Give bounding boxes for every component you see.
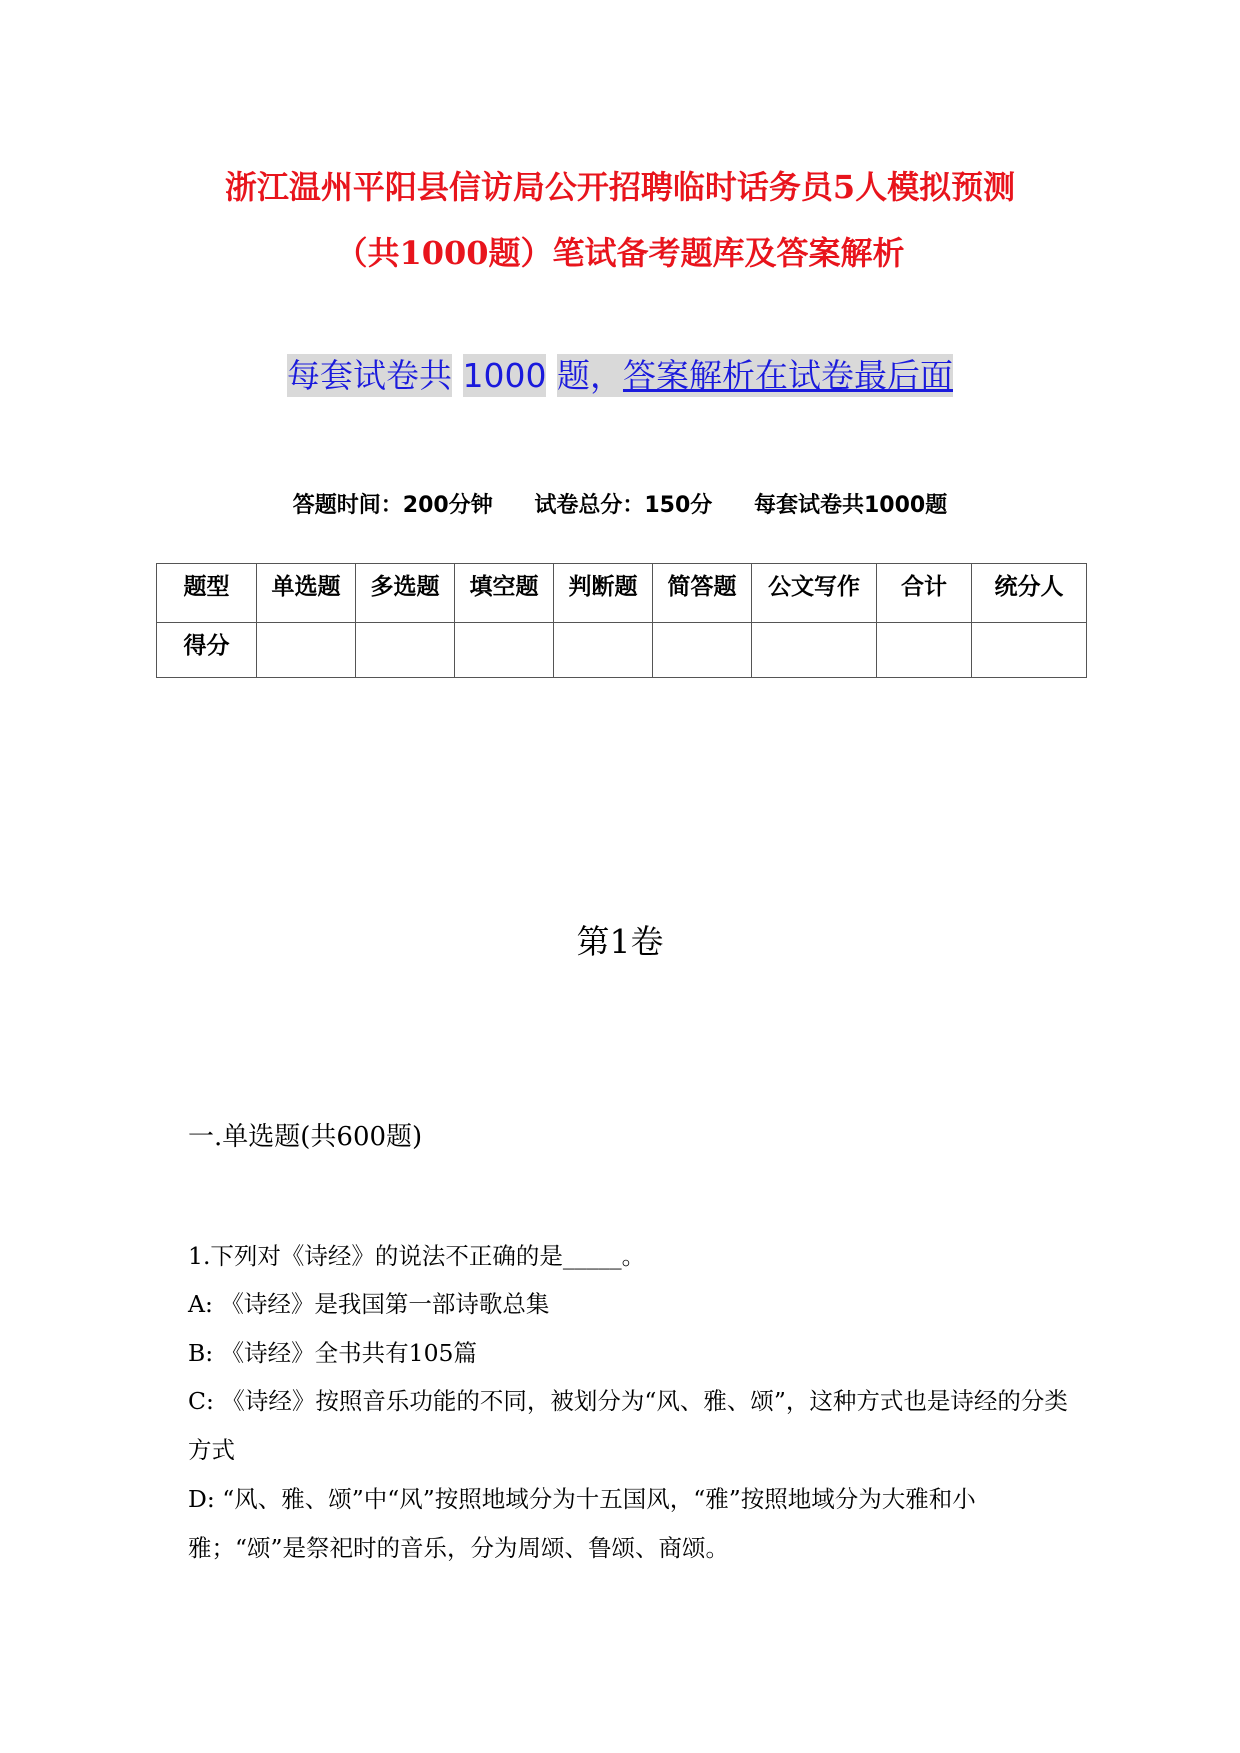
score-cell[interactable]	[356, 623, 455, 678]
table-header-cell: 合计	[877, 564, 972, 623]
score-cell[interactable]	[752, 623, 877, 678]
option-b: B: 《诗经》全书共有105篇	[188, 1339, 478, 1367]
section-heading: 一.单选题(共600题)	[188, 1122, 423, 1152]
table-header-cell: 填空题	[455, 564, 554, 623]
table-header-cell: 统分人	[972, 564, 1087, 623]
document-title-line1: 浙江温州平阳县信访局公开招聘临时话务员5人模拟预测	[224, 168, 1016, 206]
score-cell[interactable]	[257, 623, 356, 678]
answer-location-link[interactable]: 答案解析在试卷最后面	[622, 356, 953, 395]
option-d: D: “风、雅、颂”中“风”按照地域分为十五国风，“雅”按照地域分为大雅和小雅；“颂”是祭祀时的音乐，分为周颂、鲁颂、商颂。	[188, 1485, 976, 1562]
table-header-cell: 题型	[157, 564, 257, 623]
exam-info	[0, 488, 1240, 519]
table-score-row	[157, 623, 1087, 678]
table-header-cell: 公文写作	[752, 564, 877, 623]
score-cell[interactable]	[455, 623, 554, 678]
subtitle-part3: 题，	[556, 356, 623, 395]
table-header-cell: 简答题	[653, 564, 752, 623]
table-header-cell: 判断题	[554, 564, 653, 623]
volume-heading: 第1卷	[576, 922, 664, 961]
document-title-line2: （共1000题）笔试备考题库及答案解析	[335, 234, 905, 272]
subtitle	[0, 350, 1240, 397]
table-header-cell: 多选题	[356, 564, 455, 623]
table-header-cell: 单选题	[257, 564, 356, 623]
table-header-row	[157, 564, 1087, 623]
subtitle-part2: 1000	[462, 356, 547, 395]
score-cell[interactable]	[554, 623, 653, 678]
score-row-label: 得分	[157, 623, 257, 678]
score-table	[156, 563, 1087, 678]
option-c: C: 《诗经》按照音乐功能的不同，被划分为“风、雅、颂”，这种方式也是诗经的分类方式	[188, 1387, 1068, 1464]
exam-total-score: 试卷总分：150分	[534, 493, 713, 518]
score-cell[interactable]	[877, 623, 972, 678]
score-cell[interactable]	[653, 623, 752, 678]
exam-question-count: 每套试卷共1000题	[753, 493, 948, 518]
question-stem: 1.下列对《诗经》的说法不正确的是_____。	[188, 1242, 646, 1270]
score-cell[interactable]	[972, 623, 1087, 678]
subtitle-part1: 每套试卷共	[287, 356, 452, 395]
exam-time: 答题时间：200分钟	[292, 493, 493, 518]
option-a: A: 《诗经》是我国第一部诗歌总集	[188, 1290, 550, 1318]
